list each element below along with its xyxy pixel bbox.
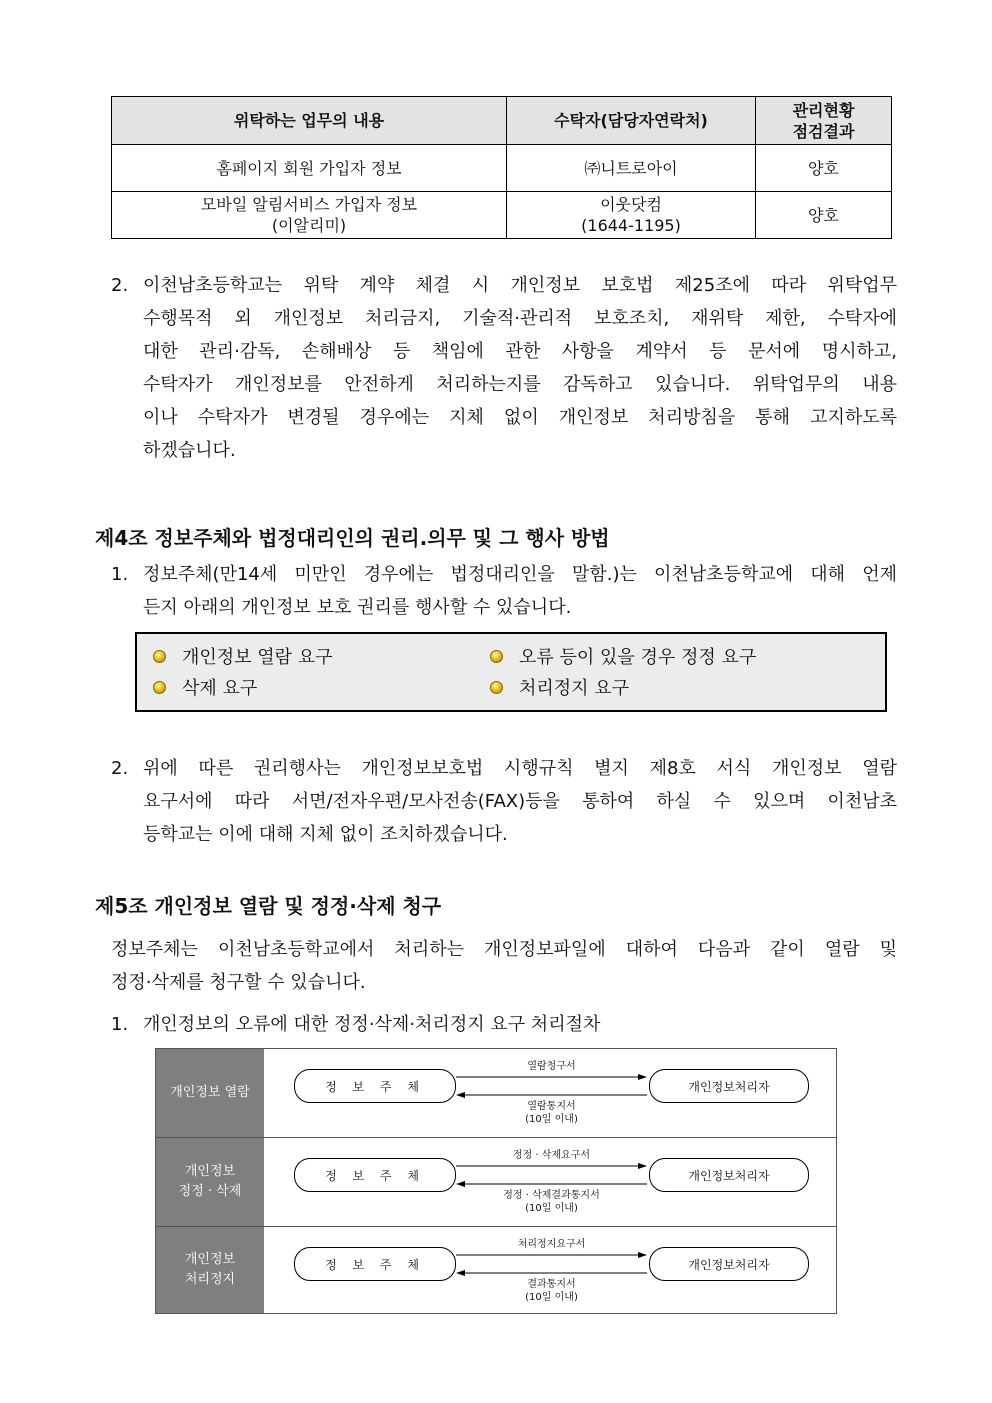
item-line: 수탁자가 개인정보를 안전하게 처리하는지를 감독하고 있습니다. 위탁업무의 내용 — [143, 374, 897, 395]
table-cell-task: 홈페이지 회원 가입자 정보 — [112, 145, 507, 192]
right-item-correct — [490, 646, 756, 670]
bullet-icon — [490, 650, 503, 663]
item-number: 2. — [111, 758, 129, 779]
right-item-suspend — [490, 677, 629, 701]
item-line: 위에 따른 권리행사는 개인정보보호법 시행규칙 별지 제8호 서식 개인정보 열람 — [143, 758, 897, 779]
process-row-view — [156, 1049, 836, 1137]
process-row-correct — [156, 1138, 836, 1226]
table-cell-contractor-line1: 이웃닷컴 — [600, 195, 662, 214]
article5-intro — [111, 933, 897, 999]
item-number: 2. — [111, 275, 129, 296]
item-line: 요구서에 따라 서면/전자우편/모사전송(FAX)등을 통하여 하실 수 있으며 이천남초 — [143, 791, 897, 812]
item-line: 대한 관리·감독, 손해배상 등 책임에 관한 사항을 계약서 등 문서에 명시하고, — [143, 341, 897, 362]
process-label-line: 개인정보 — [184, 1252, 236, 1267]
process-label-line: 개인정보 — [184, 1164, 236, 1179]
table-cell-contractor-line2: (1644-1195) — [581, 216, 681, 235]
right-item-label: 삭제 요구 — [182, 678, 258, 699]
item-number: 1. — [111, 564, 129, 585]
right-item-label: 개인정보 열람 요구 — [182, 647, 333, 668]
rights-box — [135, 632, 887, 712]
item-number: 1. — [111, 1014, 129, 1035]
item-line: 이천남초등학교는 위탁 계약 체결 시 개인정보 보호법 제25조에 따라 위탁업무 — [143, 275, 897, 296]
right-item-label: 오류 등이 있을 경우 정정 요구 — [519, 647, 757, 668]
process-label — [156, 1049, 264, 1137]
reply-doc-label: 열람통지서 — [527, 1101, 576, 1112]
item-line: 개인정보의 오류에 대한 정정·삭제·처리정지 요구 처리절차 — [143, 1014, 601, 1035]
subject-pill: 정 보 주 체 — [294, 1158, 456, 1192]
item-text — [143, 558, 897, 624]
request-doc-label: 정정 · 삭제요구서 — [512, 1150, 591, 1161]
table-header-result-line2: 점검결과 — [792, 121, 855, 141]
process-label-line: 개인정보 열람 — [170, 1085, 250, 1100]
table-header-task: 위탁하는 업무의 내용 — [112, 97, 507, 145]
item-text — [143, 269, 897, 467]
process-label-line: 처리정지 — [184, 1272, 236, 1287]
item-text — [143, 1008, 897, 1041]
period-label: (10일 이내) — [525, 1114, 578, 1125]
table-cell-task — [112, 192, 507, 239]
table-header-result-line1: 관리현황 — [792, 100, 855, 120]
process-label — [156, 1227, 264, 1313]
right-item-label: 처리정지 요구 — [519, 678, 630, 699]
item-text — [143, 752, 897, 851]
reply-doc-label: 결과통지서 — [527, 1279, 576, 1290]
item-line: 든지 아래의 개인정보 보호 권리를 행사할 수 있습니다. — [143, 597, 572, 618]
table-cell-contractor — [507, 192, 756, 239]
right-item-delete — [153, 677, 257, 701]
handler-pill: 개인정보처리자 — [649, 1069, 809, 1103]
process-row-suspend — [156, 1227, 836, 1313]
intro-line: 정정·삭제를 청구할 수 있습니다. — [111, 972, 366, 993]
item-line: 등학교는 이에 대해 지체 없이 조치하겠습니다. — [143, 824, 508, 845]
article5-title: 제5조 개인정보 열람 및 정정·삭제 청구 — [95, 894, 442, 918]
period-label: (10일 이내) — [525, 1203, 578, 1214]
item-line: 하겠습니다. — [143, 440, 236, 461]
item-line: 이나 수탁자가 변경될 경우에는 지체 없이 개인정보 처리방침을 통해 고지하도록 — [143, 407, 897, 428]
table-header-row — [112, 97, 892, 145]
bullet-icon — [490, 681, 503, 694]
bullet-icon — [153, 650, 166, 663]
table-row — [112, 145, 892, 192]
intro-line: 정보주체는 이천남초등학교에서 처리하는 개인정보파일에 대하여 다음과 같이 열람 및 — [111, 939, 897, 960]
table-cell-result: 양호 — [756, 145, 892, 192]
handler-pill: 개인정보처리자 — [649, 1158, 809, 1192]
process-diagram — [155, 1048, 837, 1314]
item-line: 수행목적 외 개인정보 처리금지, 기술적·관리적 보호조치, 재위탁 제한, 수탁자에 — [143, 308, 897, 329]
subject-pill: 정 보 주 체 — [294, 1247, 456, 1281]
right-item-view — [153, 646, 333, 670]
article4-title: 제4조 정보주체와 법정대리인의 권리.의무 및 그 행사 방법 — [95, 526, 610, 550]
table-cell-contractor: ㈜니트로아이 — [507, 145, 756, 192]
process-label-line: 정정 · 삭제 — [178, 1184, 242, 1199]
item-line: 정보주체(만14세 미만인 경우에는 법정대리인을 말함.)는 이천남초등학교에 대해 언제 — [143, 564, 897, 585]
process-label — [156, 1138, 264, 1226]
reply-doc-label: 정정 · 삭제결과통지서 — [503, 1190, 600, 1201]
bullet-icon — [153, 681, 166, 694]
handler-pill: 개인정보처리자 — [649, 1247, 809, 1281]
period-label: (10일 이내) — [525, 1292, 578, 1303]
table-cell-task-line2: (이알리미) — [271, 216, 347, 235]
table-row — [112, 192, 892, 239]
table-cell-result: 양호 — [756, 192, 892, 239]
request-doc-label: 처리정지요구서 — [517, 1239, 586, 1250]
table-header-result — [756, 97, 892, 145]
table-cell-task-line1: 모바일 알림서비스 가입자 정보 — [200, 195, 418, 214]
request-doc-label: 열람청구서 — [527, 1061, 576, 1072]
table-header-contractor: 수탁자(담당자연락처) — [507, 97, 756, 145]
outsourcing-table — [111, 96, 892, 239]
subject-pill: 정 보 주 체 — [294, 1069, 456, 1103]
